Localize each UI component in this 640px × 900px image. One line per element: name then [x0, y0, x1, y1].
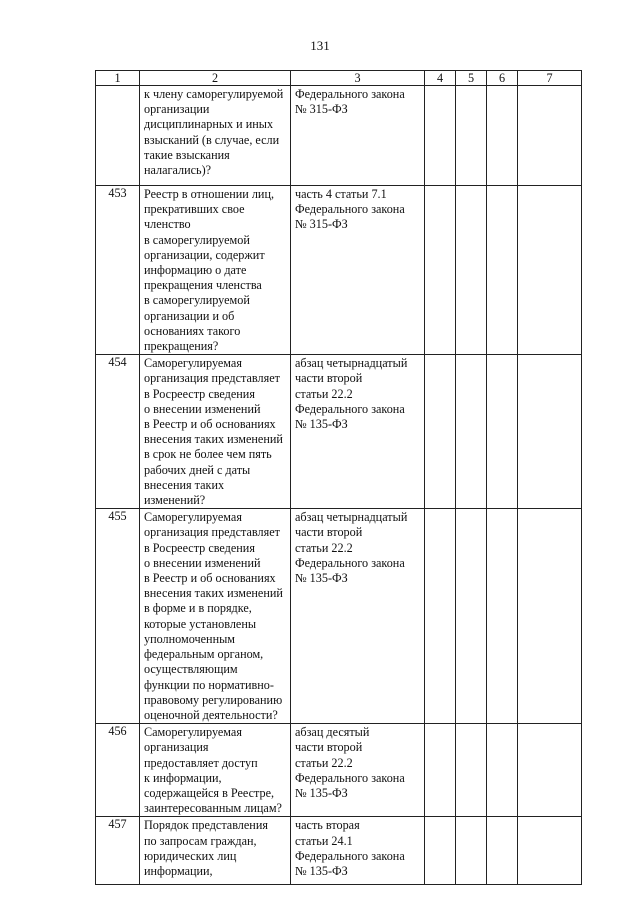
legal-basis-text: абзац четырнадцатый части второй статьи 22.2 Федерального закона № 135-ФЗ — [295, 356, 408, 432]
question-cell — [140, 86, 291, 186]
legal-basis-text: Федерального закона № 315-ФЗ — [295, 87, 405, 117]
answer-cell-yes — [425, 724, 456, 817]
question-text: Саморегулируемая организация предоставляет доступ к информации, содержащейся в Реестре, заинтересованным лицам? — [144, 725, 282, 816]
header-row — [96, 71, 582, 86]
legal-basis-cell — [291, 817, 425, 885]
row-number: 457 — [96, 817, 140, 885]
answer-cell-na — [487, 509, 518, 724]
column-header-2: 2 — [140, 71, 291, 86]
question-cell — [140, 186, 291, 355]
column-header-5: 5 — [456, 71, 487, 86]
legal-basis-cell — [291, 186, 425, 355]
answer-cell-yes — [425, 509, 456, 724]
column-header-3: 3 — [291, 71, 425, 86]
table-row — [96, 509, 582, 724]
column-header-4: 4 — [425, 71, 456, 86]
legal-basis-cell — [291, 509, 425, 724]
answer-cell-yes — [425, 355, 456, 509]
column-header-7: 7 — [518, 71, 582, 86]
table-row — [96, 186, 582, 355]
question-cell — [140, 724, 291, 817]
notes-cell — [518, 355, 582, 509]
table-row — [96, 817, 582, 885]
question-text: Реестр в отношении лиц, прекративших свое членство в саморегулируемой организации, содержит информацию о дате прекращения членства в саморегулируемой организации и об основаниях такого прекращения? — [144, 187, 275, 354]
row-number: 456 — [96, 724, 140, 817]
question-cell — [140, 509, 291, 724]
answer-cell-no — [456, 509, 487, 724]
answer-cell-no — [456, 817, 487, 885]
legal-basis-cell — [291, 355, 425, 509]
answer-cell-na — [487, 86, 518, 186]
legal-basis-cell — [291, 86, 425, 186]
notes-cell — [518, 817, 582, 885]
answer-cell-na — [487, 355, 518, 509]
answer-cell-no — [456, 186, 487, 355]
table-row — [96, 355, 582, 509]
row-number: 455 — [96, 509, 140, 724]
notes-cell — [518, 724, 582, 817]
column-header-6: 6 — [487, 71, 518, 86]
question-cell — [140, 817, 291, 885]
legal-basis-text: абзац десятый части второй статьи 22.2 Федерального закона № 135-ФЗ — [295, 725, 405, 800]
answer-cell-yes — [425, 186, 456, 355]
page-number: 131 — [310, 38, 330, 53]
answer-cell-no — [456, 724, 487, 817]
question-text: Порядок представления по запросам граждан, юридических лиц информации, — [144, 818, 268, 878]
legal-basis-text: часть 4 статьи 7.1 Федерального закона № 315-ФЗ — [295, 187, 405, 232]
row-number — [96, 86, 140, 186]
question-text: к члену саморегулируемой организации дисциплинарных и иных взысканий (в случае, если такие взыскания налагались)? — [144, 87, 284, 178]
checklist-table — [95, 70, 582, 885]
answer-cell-yes — [425, 817, 456, 885]
table-row — [96, 724, 582, 817]
notes-cell — [518, 186, 582, 355]
question-text: Саморегулируемая организация представляет в Росреестр сведения о внесении изменений в Реестр и об основаниях внесения таких изменений в форме и в порядке, которые установлены уполномоченным федеральным органом, осуществляющим функции по нормативно- правовому регулированию оценочной деятельности? — [144, 510, 283, 722]
answer-cell-no — [456, 86, 487, 186]
notes-cell — [518, 86, 582, 186]
answer-cell-no — [456, 355, 487, 509]
row-number: 454 — [96, 355, 140, 509]
answer-cell-na — [487, 724, 518, 817]
notes-cell — [518, 509, 582, 724]
column-header-1: 1 — [96, 71, 140, 86]
legal-basis-cell — [291, 724, 425, 817]
answer-cell-yes — [425, 86, 456, 186]
question-cell — [140, 355, 291, 509]
answer-cell-na — [487, 817, 518, 885]
question-text: Саморегулируемая организация представляет в Росреестр сведения о внесении изменений в Реестр и об основаниях внесения таких изменений в срок не более чем пять рабочих дней с даты внесения таких изменений? — [144, 356, 283, 508]
row-number: 453 — [96, 186, 140, 355]
legal-basis-text: часть вторая статьи 24.1 Федерального закона № 135-ФЗ — [295, 818, 405, 878]
legal-basis-text: абзац четырнадцатый части второй статьи 22.2 Федерального закона № 135-ФЗ — [295, 510, 408, 586]
table-row — [96, 86, 582, 186]
answer-cell-na — [487, 186, 518, 355]
